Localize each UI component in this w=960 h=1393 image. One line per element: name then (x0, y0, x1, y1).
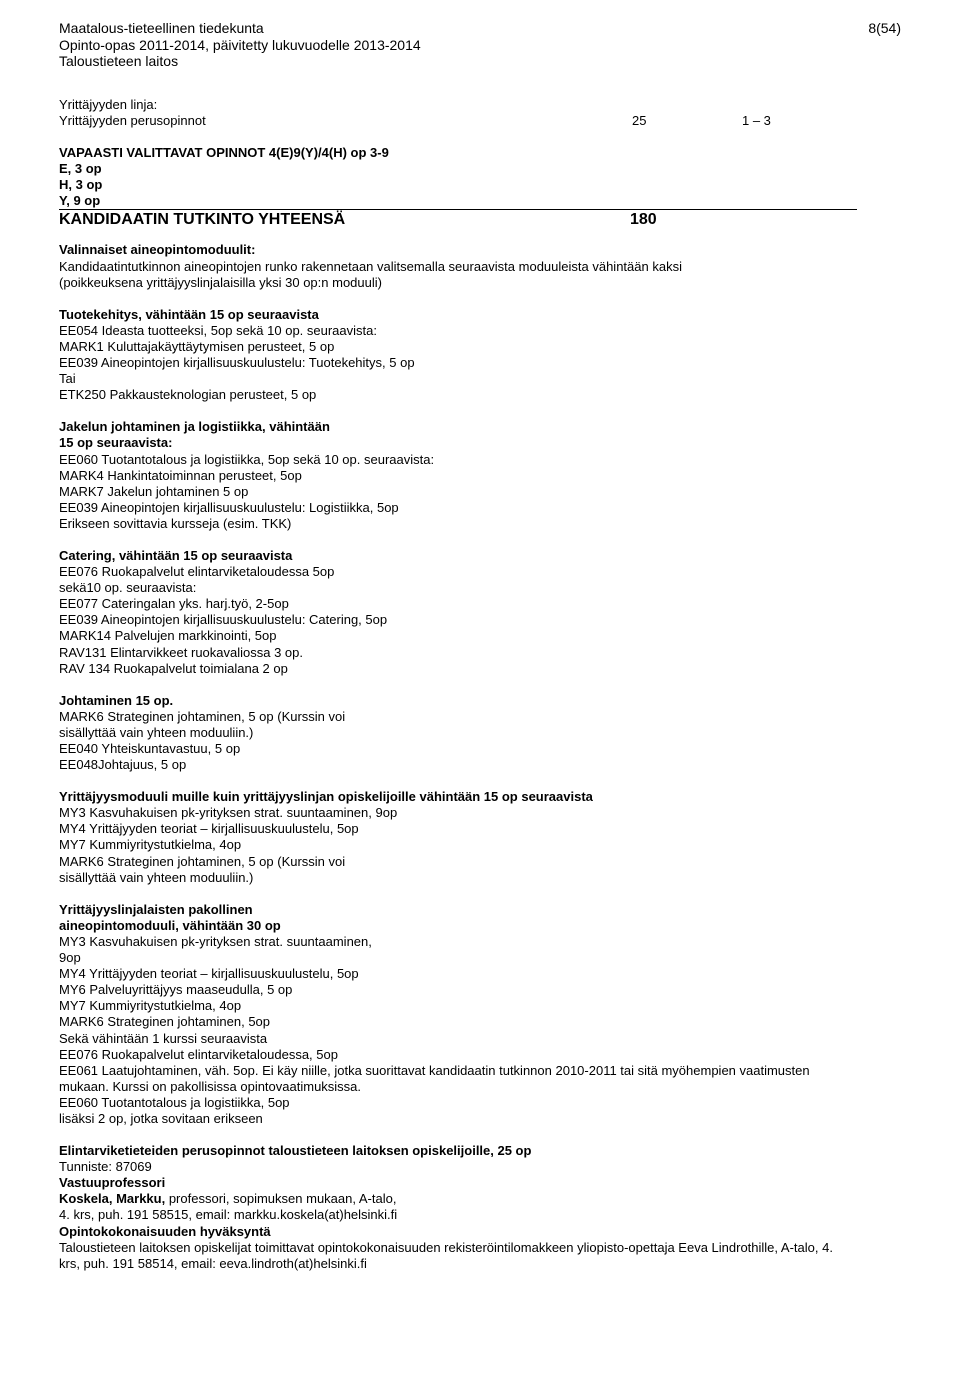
mandatory-module-title-2: aineopintomoduuli, vähintään 30 op (59, 917, 281, 933)
responsible-professor-label: Vastuuprofessori (59, 1175, 166, 1191)
catering-title: Catering, vähintään 15 op seuraavista (59, 547, 293, 563)
list-item: Erikseen sovittavia kursseja (esim. TKK) (59, 515, 292, 531)
basic-studies-label: Yrittäjyyden perusopinnot (59, 113, 206, 129)
optional-modules-text-1: Kandidaatintutkinnon aineopintojen runko rakennetaan valitsemalla seuraavista moduuleista vähintään kaksi (59, 258, 682, 274)
approval-text-1: Taloustieteen laitoksen opiskelijat toimittavat opintokokonaisuuden rekisteröintilomakkeen yliopisto-opettaja Eeva Lindrothille, A-talo, 4. (59, 1239, 833, 1255)
food-science-title: Elintarviketieteiden perusopinnot taloustieteen laitoksen opiskelijoille, 25 op (59, 1143, 532, 1159)
list-item: MARK7 Jakelun johtaminen 5 op (59, 483, 249, 499)
list-item: MY3 Kasvuhakuisen pk-yrityksen strat. suuntaaminen, (59, 933, 372, 949)
list-item: MY4 Yrittäjyyden teoriat – kirjallisuuskuulustelu, 5op (59, 966, 359, 982)
elective-h: H, 3 op (59, 177, 103, 193)
list-item: EE060 Tuotantotalous ja logistiikka, 5op (59, 1094, 290, 1110)
management-title: Johtaminen 15 op. (59, 692, 174, 708)
document-header (59, 20, 421, 70)
list-item: EE077 Cateringalan yks. harj.työ, 2-5op (59, 596, 289, 612)
list-item: EE040 Yhteiskuntavastuu, 5 op (59, 741, 241, 756)
list-item: sisällyttää vain yhteen moduuliin.) (59, 869, 254, 885)
list-item: EE048Johtajuus, 5 op (59, 757, 187, 773)
list-item: sisällyttää vain yhteen moduuliin.) (59, 724, 254, 740)
page-number: 8(54) (868, 20, 901, 36)
list-item: EE039 Aineopintojen kirjallisuuskuulustelu: Catering, 5op (59, 612, 388, 628)
list-item: MY6 Palveluyrittäjyys maaseudulla, 5 op (59, 982, 293, 998)
list-item: RAV131 Elintarvikkeet ruokavaliossa 3 op. (59, 644, 303, 660)
degree-total-row (59, 210, 909, 230)
list-item: MY7 Kummiyritystutkielma, 4op (59, 998, 242, 1014)
list-item: EE039 Aineopintojen kirjallisuuskuulustelu: Tuotekehitys, 5 op (59, 355, 415, 371)
list-item: EE060 Tuotantotalous ja logistiikka, 5op sekä 10 op. seuraavista: (59, 451, 435, 467)
elective-y: Y, 9 op (59, 193, 857, 210)
list-item: EE061 Laatujohtaminen, väh. 5op. Ei käy niille, jotka suorittavat kandidaatin tutkinnon 2010-2011 tai sitä myöhempien vaatimusten (59, 1062, 810, 1078)
logistics-title-2: 15 op seuraavista: (59, 435, 173, 451)
degree-total-credits: 180 (630, 211, 657, 229)
list-item: EE039 Aineopintojen kirjallisuuskuulustelu: Logistiikka, 5op (59, 499, 399, 515)
professor-name: Koskela, Markku, (59, 1191, 166, 1207)
degree-total-label: KANDIDAATIN TUTKINTO YHTEENSÄ (59, 211, 346, 229)
product-development-title: Tuotekehitys, vähintään 15 op seuraavista (59, 306, 319, 322)
professor-details: professori, sopimuksen mukaan, A-talo, (165, 1191, 397, 1207)
entrepreneurship-module-title: Yrittäjyysmoduuli muille kuin yrittäjyyslinjan opiskelijoille vähintään 15 op seuraavista (59, 789, 593, 805)
basic-studies-years: 1 – 3 (742, 113, 771, 129)
department-name: Taloustieteen laitos (59, 53, 179, 69)
elective-studies-title: VAPAASTI VALITTAVAT OPINNOT 4(E)9(Y)/4(H) op 3-9 (59, 145, 389, 161)
line-of-study: Yrittäjyyden linja: (59, 97, 158, 112)
list-item: Sekä vähintään 1 kurssi seuraavista (59, 1030, 268, 1046)
list-item: MY7 Kummiyritystutkielma, 4op (59, 837, 242, 853)
list-item: MARK1 Kuluttajakäyttäytymisen perusteet, 5 op (59, 338, 335, 354)
mandatory-module-title-1: Yrittäjyyslinjalaisten pakollinen (59, 901, 253, 917)
logistics-title-1: Jakelun johtaminen ja logistiikka, vähintään (59, 419, 330, 435)
list-item: EE076 Ruokapalvelut elintarviketaloudessa 5op (59, 564, 335, 580)
list-item: 9op (59, 950, 81, 966)
list-item: EE054 Ideasta tuotteeksi, 5op sekä 10 op. seuraavista: (59, 322, 377, 338)
document-body (59, 97, 909, 1272)
faculty-name: Maatalous-tieteellinen tiedekunta (59, 20, 264, 36)
optional-modules-text-2: (poikkeuksena yrittäjyyslinjalaisilla yksi 30 op:n moduuli) (59, 274, 382, 290)
basic-studies-row (59, 113, 909, 129)
list-item: MY3 Kasvuhakuisen pk-yrityksen strat. suuntaaminen, 9op (59, 805, 398, 821)
list-item: ETK250 Pakkausteknologian perusteet, 5 op (59, 387, 317, 403)
list-item: lisäksi 2 op, jotka sovitaan erikseen (59, 1110, 263, 1126)
list-item: MARK6 Strateginen johtaminen, 5op (59, 1014, 271, 1030)
list-item: RAV 134 Ruokapalvelut toimialana 2 op (59, 660, 288, 676)
list-item: sekä10 op. seuraavista: (59, 580, 197, 596)
list-item: EE076 Ruokapalvelut elintarviketaloudessa, 5op (59, 1046, 338, 1062)
list-item: MY4 Yrittäjyyden teoriat – kirjallisuuskuulustelu, 5op (59, 821, 359, 837)
list-item: mukaan. Kurssi on pakollisissa opintovaatimuksissa. (59, 1078, 362, 1094)
list-item: MARK6 Strateginen johtaminen, 5 op (Kurssin voi (59, 708, 346, 724)
course-identifier: Tunniste: 87069 (59, 1159, 152, 1175)
list-item: MARK4 Hankintatoiminnan perusteet, 5op (59, 467, 302, 483)
professor-contact: 4. krs, puh. 191 58515, email: markku.koskela(at)helsinki.fi (59, 1207, 398, 1223)
optional-modules-title: Valinnaiset aineopintomoduulit: (59, 242, 256, 258)
professor-info (59, 1191, 909, 1207)
approval-text-2: krs, puh. 191 58514, email: eeva.lindroth(at)helsinki.fi (59, 1255, 367, 1271)
list-item: Tai (59, 371, 76, 387)
approval-label: Opintokokonaisuuden hyväksyntä (59, 1223, 271, 1239)
list-item: MARK14 Palvelujen markkinointi, 5op (59, 628, 277, 644)
elective-e: E, 3 op (59, 161, 102, 177)
basic-studies-credits: 25 (632, 113, 647, 129)
guide-title: Opinto-opas 2011-2014, päivitetty lukuvuodelle 2013-2014 (59, 36, 421, 53)
list-item: MARK6 Strateginen johtaminen, 5 op (Kurssin voi (59, 853, 346, 869)
